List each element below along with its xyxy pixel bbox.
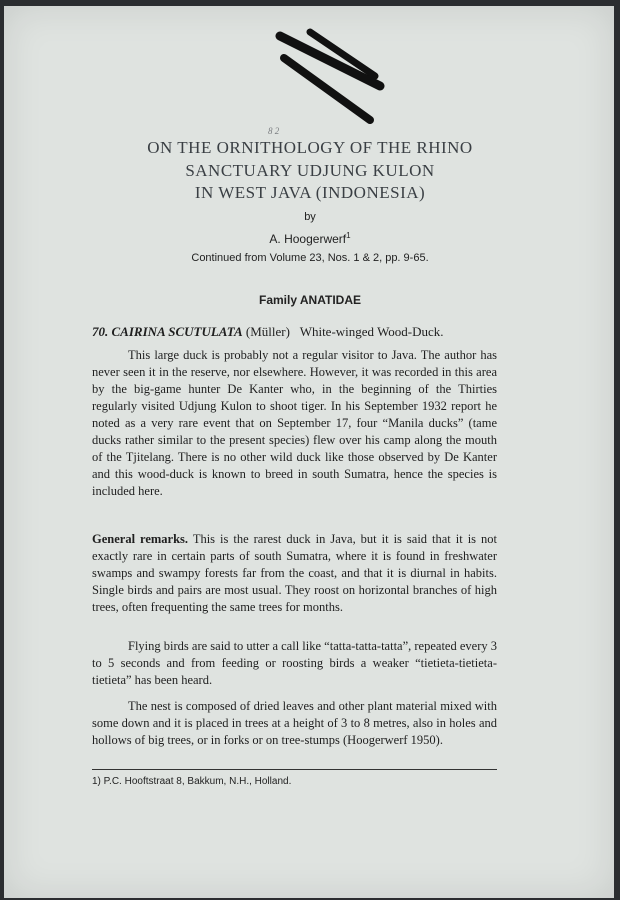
footnote-divider — [92, 769, 497, 770]
paragraph-1: This large duck is probably not a regular visitor to Java. The author has never seen it in the reserve, nor elsewhere. However, it was recorded in this area by the big-game hunter De Kanter who, in the beginning of the Thirties regularly visited Udjung Kulon to shoot tiger. In his September 1932 report he noted as a very rare event that on September 17, four “Manila ducks” (tame ducks rather similar to the present species) flew over his camp along the mouth of the Tjitelang. There is no other wild duck like those observed by De Kanter and this wood-duck is known to breed in south Sumatra, hence the species is included here. — [92, 348, 497, 498]
title-line-3: IN WEST JAVA (INDONESIA) — [194, 183, 426, 202]
species-heading — [92, 324, 444, 340]
family-heading: Family ANATIDAE — [258, 293, 361, 307]
title-line-2: SANCTUARY UDJUNG KULON — [185, 161, 435, 180]
species-scientific-name: CAIRINA SCUTULATA — [111, 324, 243, 339]
paragraph-nest: The nest is composed of dried leaves and other plant material mixed with some down and it is placed in trees at a height of 3 to 8 metres, also in holes and hollows of big trees, or in forks or on tree-stumps (Hoogerwerf 1950). — [92, 699, 497, 747]
paragraph-general-remarks — [92, 531, 497, 616]
author-name: A. Hoogerwerf — [269, 232, 347, 246]
species-number: 70. — [92, 324, 109, 339]
general-remarks-heading: General remarks. — [92, 532, 189, 546]
by-line: by — [304, 211, 316, 223]
general-remarks-text: This is the rarest duck in Java, but it is said that it is not exactly rare in certain parts of south Sumatra, where it is found in freshwater swamps and swampy forests far from the coast, and that it is diurnal in habits. Single birds and pairs are most usual. They roost on horizontal branches of high trees, often frequenting the same trees for months. — [92, 532, 497, 614]
author-footnote-marker: 1 — [346, 231, 351, 240]
paragraph-call: Flying birds are said to utter a call like “tatta-tatta-tatta”, repeated every 3 to 5 seconds and from feeding or roosting birds a weaker “tietieta-tietieta-tietieta” has been heard. — [92, 639, 497, 687]
pencil-note: 8 2 — [268, 126, 280, 136]
species-authority: (Müller) — [245, 324, 290, 339]
continued-note: Continued from Volume 23, Nos. 1 & 2, pp. 9-65. — [191, 252, 429, 264]
title-line-1: ON THE ORNITHOLOGY OF THE RHINO — [147, 138, 473, 157]
species-common-name: White-winged Wood-Duck. — [299, 324, 444, 339]
ink-scribble-mark — [270, 28, 410, 128]
footnote: 1) P.C. Hooftstraat 8, Bakkum, N.H., Holland. — [92, 776, 292, 787]
author-line — [0, 231, 620, 246]
